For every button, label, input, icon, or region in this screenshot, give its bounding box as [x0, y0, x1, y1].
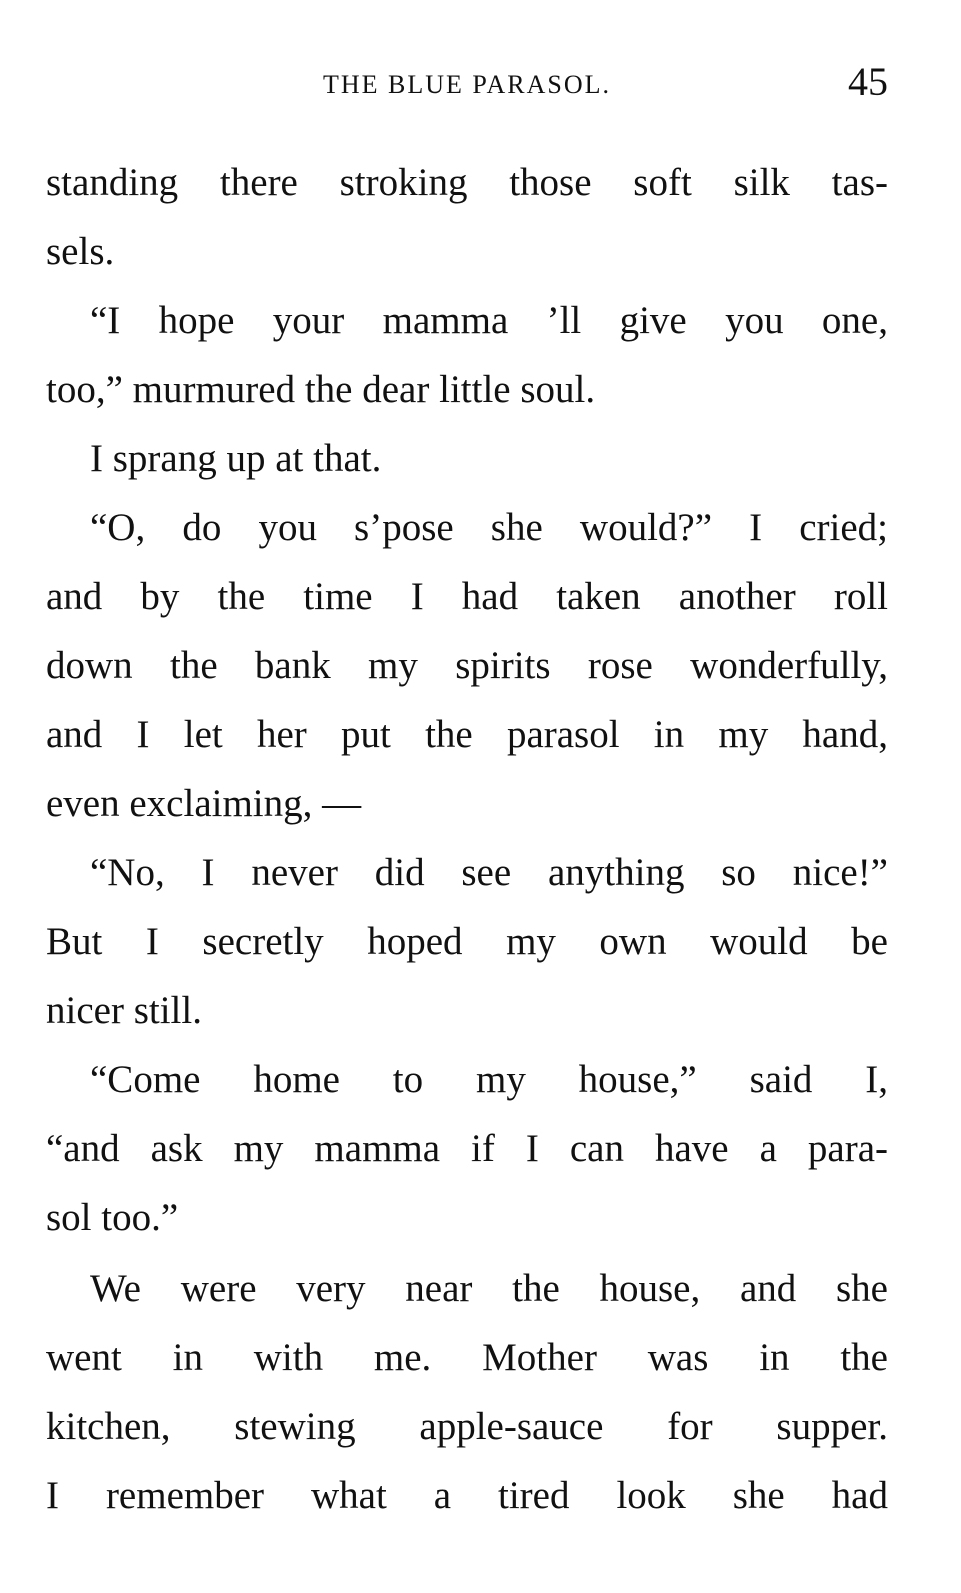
text-line: “O, do you s’pose she would?” I cried;: [90, 506, 888, 549]
text-line: sels.: [46, 230, 115, 273]
text-line: “and ask my mamma if I can have a para-: [46, 1127, 888, 1170]
text-line: and I let her put the parasol in my hand,: [46, 713, 888, 756]
text-line: “Come home to my house,” said I,: [90, 1058, 888, 1101]
text-line: “No, I never did see anything so nice!”: [90, 851, 888, 894]
text-line: sol too.”: [46, 1196, 179, 1239]
text-line: too,” murmured the dear little soul.: [46, 368, 596, 411]
text-line: “I hope your mamma ’ll give you one,: [90, 299, 888, 342]
text-line: down the bank my spirits rose wonderfully,: [46, 644, 888, 687]
text-line: I sprang up at that.: [90, 437, 382, 480]
text-line: even exclaiming, —: [46, 782, 362, 825]
text-line: nicer still.: [46, 989, 202, 1032]
text-line: kitchen, stewing apple-sauce for supper.: [46, 1405, 888, 1448]
text-line: I remember what a tired look she had: [46, 1474, 888, 1517]
text-line: and by the time I had taken another roll: [46, 575, 888, 618]
running-title: THE BLUE PARASOL.: [322, 70, 611, 99]
text-line: standing there stroking those soft silk tas-: [46, 161, 888, 204]
body-text: [46, 148, 888, 1530]
text-line: We were very near the house, and she: [90, 1267, 888, 1310]
text-line: But I secretly hoped my own would be: [46, 920, 888, 963]
page-number: 45: [848, 59, 888, 104]
text-line: went in with me. Mother was in the: [46, 1336, 888, 1379]
running-head: [46, 58, 888, 108]
